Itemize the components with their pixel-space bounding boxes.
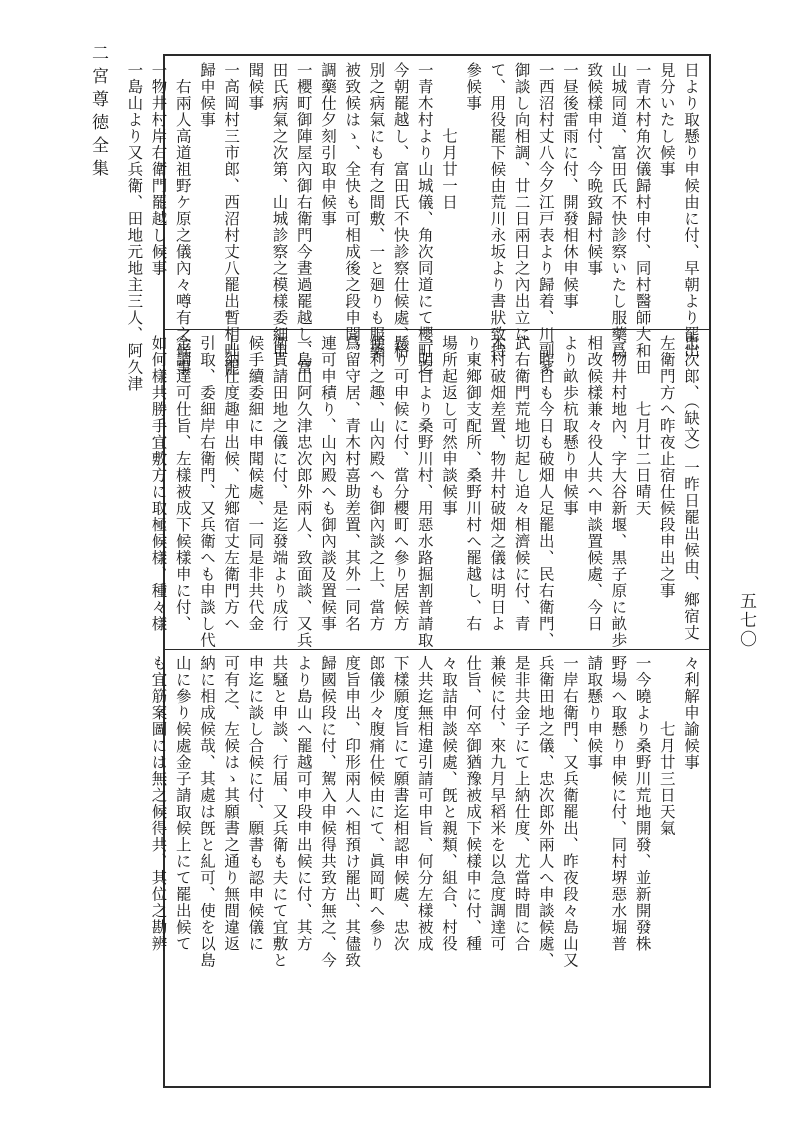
text-column: より島山へ罷越可申段申出候に付、其方 — [294, 655, 313, 952]
text-column: 一物井村地內、字大谷新堰、黒子原に畝歩 — [609, 335, 628, 649]
text-column: 忠次郎、（缺文）一昨日罷出候由、鄉宿丈 — [682, 335, 700, 641]
text-column: 金調達可仕旨、左樣被成下候樣申に付、 — [173, 335, 192, 632]
text-column: 便利之趣、山內殿へも御內談之上、當方 — [367, 335, 386, 632]
text-column: 仕旨、何卒御猶豫被成下候樣申に付、種 — [464, 655, 483, 952]
text-column: 一昼後雷雨に付、開發相休申候事 — [560, 62, 579, 310]
text-column: 木村破畑差置、物井村破畑之儀は明日よ — [488, 335, 507, 632]
text-column: 度旨申出、印形兩人へ相預け罷出、其儘致 — [343, 655, 362, 969]
text-column: 共騒と申談、行届、又兵衛も夫にて宜敷と — [270, 655, 289, 969]
book-title: 二宮尊徳全集 — [88, 44, 108, 182]
text-band-middle — [149, 329, 709, 650]
text-column: 一今曉より桑野川荒地開發、並新開發株 — [633, 655, 652, 952]
text-column: 一昨日も今日も破畑人足罷出、民右衛門、 — [536, 335, 555, 649]
text-column: 爲留守居、青木村喜助差置、其外一同名 — [343, 335, 362, 632]
text-column: 右兩人高道祖野ケ原之儀內々噂有之候事 — [173, 62, 192, 376]
text-column: 候手續委細に申聞候處、一同是非共代金 — [246, 335, 265, 632]
text-column: 下樣願度旨にて願書迄相認申候處、忠次 — [391, 655, 410, 952]
text-column: 引取、委細岸右衛門、又兵衛へも申談し代 — [197, 335, 216, 649]
text-column: 日より取懸り申候由に付、早朝より罷出 — [682, 62, 700, 359]
text-column: 々取詰申談候處、旣と親類、組合、村役 — [439, 655, 458, 952]
text-column: 郎儀少々腹痛仕候由にて、眞岡町へ參り — [367, 655, 386, 952]
text-column: 七月廿一日 — [439, 62, 458, 211]
text-column: 一島山阿久津忠次郎外兩人、致面談、又兵 — [294, 335, 313, 649]
text-frame — [125, 54, 711, 1088]
text-column: 一明日より桑野川村、用惡水路掘割普請取 — [415, 335, 434, 649]
text-column: 請取懸り申候事 — [585, 655, 604, 771]
text-column: 七月廿二日晴天 — [633, 335, 652, 517]
text-block-top — [122, 62, 703, 392]
text-column: 一西沼村丈八今夕江戸表より歸着、川副家 — [536, 62, 555, 376]
text-column: 如何樣共勝手宜敷方に取極候樣、種々樣 — [149, 335, 168, 632]
text-column: 是非共金子にて上納仕度、尤當時間に合 — [512, 655, 531, 952]
text-column: 別之病氣にも有之間敷、一と廻りも服藥 — [367, 62, 386, 359]
text-column: 一島山より又兵衛、田地元地主三人、阿久津 — [125, 62, 144, 392]
text-column: 々利解申諭候事 — [682, 655, 700, 771]
text-column: 山城同道、富田氏不快診察いたし服藥爲 — [609, 62, 628, 359]
text-column: 連可申積り、山內殿へも御內談及置候事 — [318, 335, 337, 632]
text-block-bottom — [146, 655, 703, 1080]
text-column: 納に相成候哉、其處は旣と糺可、使を以島 — [197, 655, 216, 969]
text-column: 一高岡村三市郎、西沼村丈八罷出暫相咄罷 — [222, 62, 241, 376]
text-column: 一岸右衛門、又兵衛罷出、昨夜段々島山又 — [560, 655, 579, 969]
text-column: 七月廿三日天氣 — [657, 655, 676, 837]
text-column: も宜筋案圖には無之候得共、其位之勘辨 — [149, 655, 168, 952]
text-band-top — [125, 56, 709, 392]
text-column: 歸國候段に付、駕入申候得共致方無之、今 — [318, 655, 337, 969]
text-column: 調藥仕夕刻引取申候事 — [318, 62, 337, 227]
text-column: 一櫻町御陣屋內御右衛門今晝過罷越し、富 — [294, 62, 313, 376]
text-column: 見分いたし候事 — [657, 62, 676, 178]
text-column: 致候樣申付、今晩致歸村候事 — [585, 62, 604, 277]
text-column: 歸申候事 — [197, 62, 216, 128]
text-column: 今朝罷越し、富田氏不快診察仕候處、格 — [391, 62, 410, 359]
text-column: 相改候樣兼々役人共へ申談置候處、今日 — [585, 335, 604, 632]
text-column: て、用役罷下候由荒川永坂より書狀致持 — [488, 62, 507, 359]
text-column: 上納仕度趣申出候、尤鄉宿丈左衛門方へ — [222, 335, 241, 632]
text-column: 申迄に談し合候に付、願書も認申候儀に — [246, 655, 265, 952]
text-column: り東鄉御支配所、桑野川村へ罷越し、右 — [464, 335, 483, 632]
text-column: 左衛門方へ昨夜止宿仕候段申出之事 — [657, 335, 676, 599]
text-column: 御談し向相調、廿二日兩日之內出立に — [512, 62, 531, 343]
text-column: 武右衛門荒地切起し追々相濟候に付、青 — [512, 335, 531, 632]
text-column: 野場へ取懸り申候に付、同村堺惡水堀普 — [609, 655, 628, 952]
text-column: 田氏病氣之次第、山城診察之模樣委細申 — [270, 62, 289, 359]
text-band-bottom — [149, 649, 709, 1086]
text-column: 一物井村岸右衛門罷越し候事 — [149, 62, 168, 277]
text-column: 聞候事 — [246, 62, 265, 112]
text-column: 參候事 — [464, 62, 483, 112]
text-column: 兼候に付、來九月早稻米を以急度調達可 — [488, 655, 507, 952]
text-column: 人共迄無相違引請可申旨、何分左樣被成 — [415, 655, 434, 952]
text-column: 懸り可申候に付、當分櫻町へ參り居候方 — [391, 335, 410, 632]
page-number: 五七〇 — [736, 592, 756, 649]
text-column: 山に參り候處金子請取候上にて罷出候て — [173, 655, 192, 952]
text-column: 場所起返し可然申談候事 — [439, 335, 458, 517]
text-column: より畝歩杭取懸り申候事 — [560, 335, 579, 517]
text-column: 兵衛田地之儀、忠次郎外兩人へ申談候處、 — [536, 655, 555, 969]
text-column: 被致候はゝ、全快も可相成後之段申聞、 — [343, 62, 362, 359]
text-column: 一青木村より山城儀、角次同道にて櫻町迄 — [415, 62, 434, 376]
text-block-middle — [146, 335, 703, 649]
text-column: 衛貰請田地之儀に付、是迄發端より成行 — [270, 335, 289, 632]
text-column: 一青木村角次儀歸村申付、同村醫師大和田 — [633, 62, 652, 376]
text-column: 可有之、左候はゝ其願書之通り無間違返 — [222, 655, 241, 952]
